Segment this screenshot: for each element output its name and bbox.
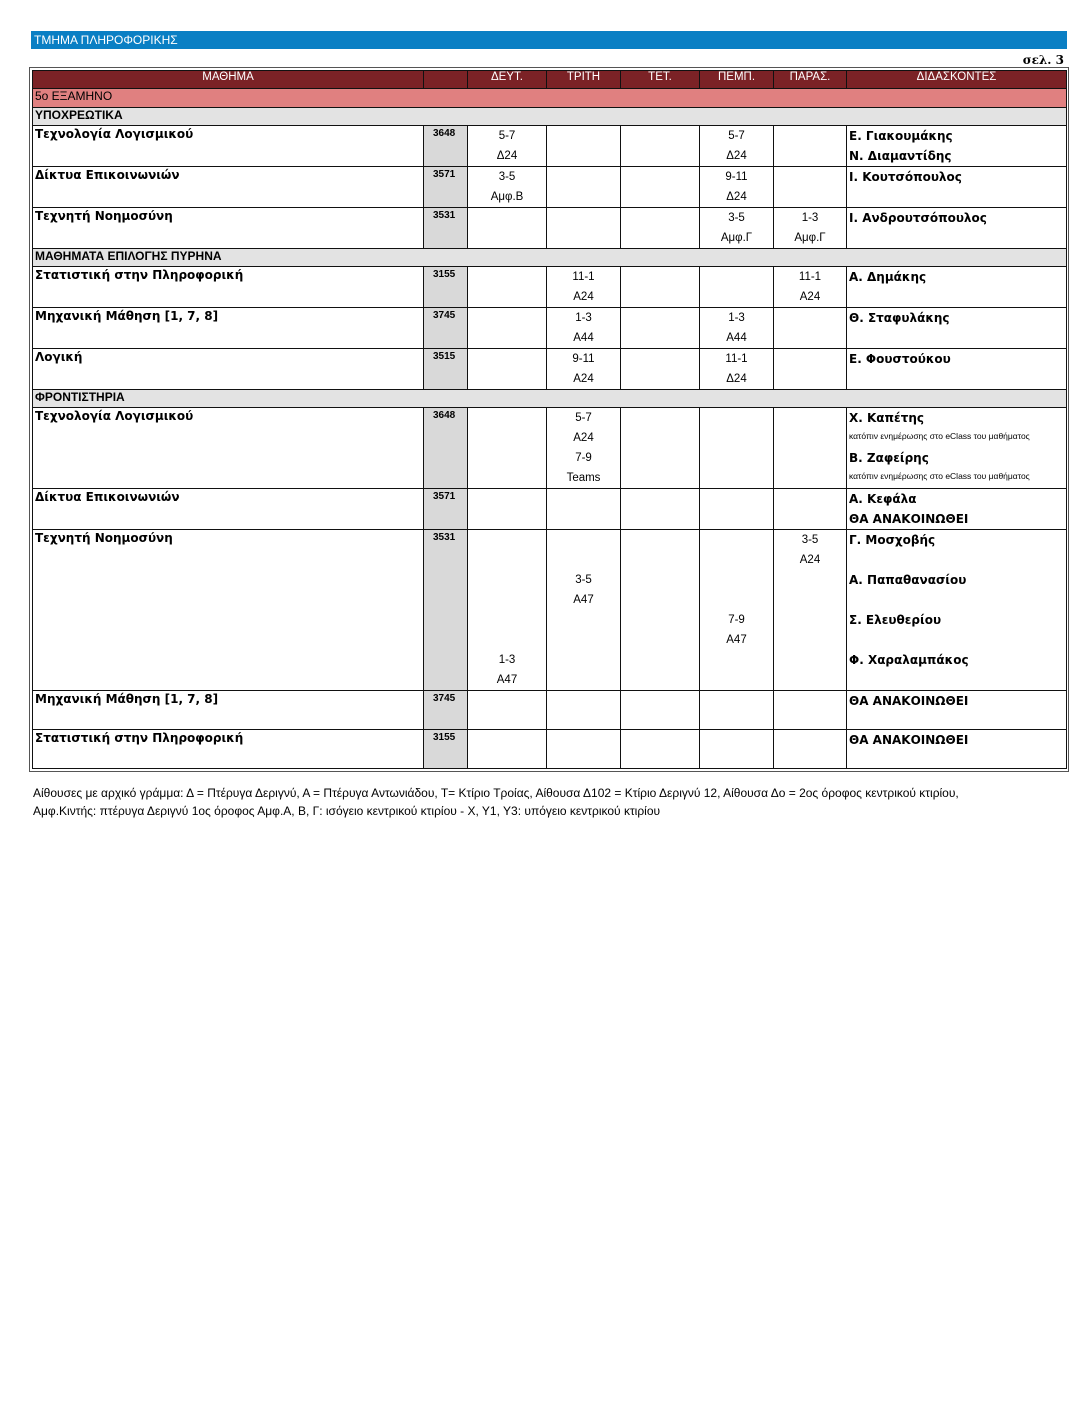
- slot-line: 7-9: [728, 614, 745, 626]
- slot-tue: [547, 167, 621, 208]
- table-row: [33, 530, 1067, 691]
- slot-mon: [468, 308, 547, 349]
- instructors: [847, 408, 1067, 489]
- slot-line: [700, 590, 773, 610]
- slot-thu: [700, 489, 774, 530]
- slot-tue: [547, 349, 621, 390]
- slot-thu: [700, 730, 774, 769]
- course-code: 3531: [424, 530, 468, 691]
- course-code: 3155: [424, 267, 468, 308]
- slot-tue: [547, 126, 621, 167]
- slot-line: 9-11: [572, 353, 595, 365]
- slot-line: [700, 530, 773, 550]
- instructor-name: Γ. Μοσχοβής: [849, 533, 936, 547]
- slot-wed: [621, 308, 700, 349]
- course-code: 3571: [424, 489, 468, 530]
- instructor-name: Β. Ζαφείρης: [849, 451, 929, 465]
- slot-line: 11-1: [798, 271, 822, 283]
- instructor-name: Θ. Σταφυλάκης: [849, 311, 950, 325]
- course-name: Στατιστική στην Πληροφορική: [33, 730, 424, 769]
- slot-line: 1-3: [728, 312, 745, 324]
- slot-line: Δ24: [726, 191, 747, 203]
- slot-line: [700, 570, 773, 590]
- slot-wed: [621, 691, 700, 730]
- schedule-table: [32, 70, 1067, 769]
- course-code: 3515: [424, 349, 468, 390]
- slot-tue: [547, 308, 621, 349]
- slot-fri: [774, 308, 847, 349]
- slot-mon: [468, 167, 547, 208]
- table-row: [33, 208, 1067, 249]
- instructor-note: κατόπιν ενημέρωσης στο eClass του μαθήματος: [849, 471, 1030, 481]
- column-header: ΔΕΥΤ.: [468, 71, 547, 89]
- instructors: [847, 126, 1067, 167]
- table-row: [33, 730, 1067, 769]
- table-row: [33, 126, 1067, 167]
- slot-line: Αμφ.Γ: [794, 232, 826, 244]
- course-code: 3155: [424, 730, 468, 769]
- slot-fri: [774, 267, 847, 308]
- page-number: σελ. 3: [1022, 53, 1064, 67]
- instructor-name: Ν. Διαμαντίδης: [849, 149, 952, 163]
- slot-line: Αμφ.Γ: [720, 232, 753, 244]
- course-name: Δίκτυα Επικοινωνιών: [33, 167, 424, 208]
- slot-line: 1-3: [498, 654, 516, 666]
- slot-wed: [621, 408, 700, 489]
- instructor-name: [849, 630, 1066, 650]
- slot-line: 11-1: [572, 271, 595, 283]
- instructor-name: Φ. Χαραλαμπάκος: [849, 653, 969, 667]
- slot-thu: [700, 691, 774, 730]
- instructors: [847, 489, 1067, 530]
- slot-tue: [547, 530, 621, 691]
- slot-mon: [468, 691, 547, 730]
- course-name: Λογική: [33, 349, 424, 390]
- instructor-name: [849, 590, 1066, 610]
- slot-line: Α47: [726, 634, 747, 646]
- slot-mon: [468, 208, 547, 249]
- instructors: [847, 308, 1067, 349]
- slot-line: 5-7: [575, 412, 592, 424]
- slot-thu: [700, 167, 774, 208]
- slot-tue: [547, 489, 621, 530]
- slot-line: 1-3: [801, 212, 819, 224]
- column-header: ΠΕΜΠ.: [700, 71, 774, 89]
- course-code: 3571: [424, 167, 468, 208]
- slot-line: 5-7: [498, 130, 516, 142]
- course-name: Τεχνολογία Λογισμικού: [33, 408, 424, 489]
- slot-fri: [774, 691, 847, 730]
- column-header: ΤΡΙΤΗ: [547, 71, 621, 89]
- slot-fri: [774, 349, 847, 390]
- column-header: ΔΙΔΑΣΚΟΝΤΕΣ: [847, 71, 1067, 89]
- instructor-name: Ι. Ανδρουτσόπουλος: [849, 211, 987, 225]
- slot-line: 3-5: [728, 212, 745, 224]
- slot-mon: [468, 267, 547, 308]
- department-banner: ΤΜΗΜΑ ΠΛΗΡΟΦΟΡΙΚΗΣ: [31, 31, 1067, 49]
- semester-label: 5ο ΕΞΑΜΗΝΟ: [33, 89, 1067, 108]
- course-code: 3745: [424, 691, 468, 730]
- slot-fri: [774, 167, 847, 208]
- slot-line: 11-1: [725, 353, 748, 365]
- slot-fri: [774, 126, 847, 167]
- instructors: [847, 691, 1067, 730]
- schedule-table-frame: [29, 67, 1069, 772]
- slot-mon: [468, 408, 547, 489]
- slot-line: Teams: [566, 472, 601, 484]
- slot-line: Α44: [726, 332, 747, 344]
- slot-fri: [774, 208, 847, 249]
- table-row: [33, 349, 1067, 390]
- slot-tue: [547, 408, 621, 489]
- section-row: [33, 108, 1067, 126]
- slot-wed: [621, 530, 700, 691]
- slot-tue: [547, 267, 621, 308]
- slot-line: 9-11: [725, 171, 748, 183]
- slot-wed: [621, 208, 700, 249]
- instructor-name: Α. Παπαθανασίου: [849, 573, 967, 587]
- slot-line: Δ24: [726, 373, 747, 385]
- slot-line: 3-5: [575, 574, 592, 586]
- instructor-name: Σ. Ελευθερίου: [849, 613, 942, 627]
- instructor-name: Α. Κεφάλα: [849, 492, 917, 506]
- slot-line: Α24: [573, 291, 594, 303]
- course-code: 3745: [424, 308, 468, 349]
- slot-tue: [547, 208, 621, 249]
- slot-line: [700, 550, 773, 570]
- column-header: ΠΑΡΑΣ.: [774, 71, 847, 89]
- slot-wed: [621, 126, 700, 167]
- instructor-name: ΘΑ ΑΝΑΚΟΙΝΩΘΕΙ: [849, 694, 969, 708]
- slot-line: Α24: [573, 432, 594, 444]
- course-name: Στατιστική στην Πληροφορική: [33, 267, 424, 308]
- slot-line: 3-5: [498, 171, 516, 183]
- slot-mon: [468, 489, 547, 530]
- slot-thu: [700, 530, 774, 691]
- slot-line: Α24: [799, 554, 821, 566]
- column-header: [424, 71, 468, 89]
- section-title: ΥΠΟΧΡΕΩΤΙΚΑ: [33, 108, 1067, 126]
- course-code: 3531: [424, 208, 468, 249]
- slot-wed: [621, 349, 700, 390]
- column-header: ΤΕΤ.: [621, 71, 700, 89]
- slot-wed: [621, 267, 700, 308]
- slot-fri: [774, 730, 847, 769]
- instructor-name: Ε. Φουστούκου: [849, 352, 951, 366]
- slot-line: [468, 610, 546, 630]
- slot-fri: [774, 530, 847, 691]
- slot-thu: [700, 208, 774, 249]
- instructor-name: Ε. Γιακουμάκης: [849, 129, 953, 143]
- slot-thu: [700, 267, 774, 308]
- instructors: [847, 349, 1067, 390]
- slot-line: [468, 550, 546, 570]
- instructor-name: Ι. Κουτσόπουλος: [849, 170, 962, 184]
- slot-fri: [774, 489, 847, 530]
- section-row: [33, 390, 1067, 408]
- slot-tue: [547, 691, 621, 730]
- table-row: [33, 691, 1067, 730]
- column-header: ΜΑΘΗΜΑ: [33, 71, 424, 89]
- instructor-note: κατόπιν ενημέρωσης στο eClass του μαθήματος: [849, 431, 1030, 441]
- course-name: Τεχνολογία Λογισμικού: [33, 126, 424, 167]
- course-code: 3648: [424, 408, 468, 489]
- instructors: [847, 267, 1067, 308]
- slot-line: [468, 630, 546, 650]
- footnote-line: Αίθουσες με αρχικό γράμμα: Δ = Πτέρυγα Δεριγνύ, Α = Πτέρυγα Αντωνιάδου, Τ= Κτίριο Τροίας, Αίθουσα Δ102 = Κτίριο Δεριγνύ 12, Αίθουσα Δο = 2ος όροφος κεντρικού κτιρίου,: [33, 786, 959, 800]
- slot-thu: [700, 126, 774, 167]
- semester-row: [33, 89, 1067, 108]
- instructor-name: ΘΑ ΑΝΑΚΟΙΝΩΘΕΙ: [849, 733, 969, 747]
- instructor-name: [849, 550, 1066, 570]
- slot-tue: [547, 730, 621, 769]
- table-row: [33, 408, 1067, 489]
- instructors: [847, 730, 1067, 769]
- instructor-name: Α. Δημάκης: [849, 270, 927, 284]
- slot-wed: [621, 489, 700, 530]
- slot-thu: [700, 408, 774, 489]
- table-row: [33, 167, 1067, 208]
- slot-mon: [468, 126, 547, 167]
- slot-line: [468, 570, 546, 590]
- header-row: [33, 71, 1067, 89]
- course-code: 3648: [424, 126, 468, 167]
- schedule-body: [33, 89, 1067, 769]
- slot-line: Δ24: [726, 150, 747, 162]
- slot-wed: [621, 730, 700, 769]
- instructors: [847, 208, 1067, 249]
- slot-line: Α47: [496, 674, 518, 686]
- course-name: Μηχανική Μάθηση [1, 7, 8]: [33, 308, 424, 349]
- slot-thu: [700, 308, 774, 349]
- slot-line: Δ24: [496, 150, 518, 162]
- section-title: ΦΡΟΝΤΙΣΤΗΡΙΑ: [33, 390, 1067, 408]
- slot-mon: [468, 730, 547, 769]
- course-name: Τεχνητή Νοημοσύνη: [33, 530, 424, 691]
- slot-wed: [621, 167, 700, 208]
- slot-line: 5-7: [728, 130, 745, 142]
- slot-line: Α24: [573, 373, 594, 385]
- table-row: [33, 489, 1067, 530]
- slot-line: 3-5: [801, 534, 819, 546]
- slot-mon: [468, 530, 547, 691]
- slot-line: [547, 550, 620, 570]
- section-title: ΜΑΘΗΜΑΤΑ ΕΠΙΛΟΓΗΣ ΠΥΡΗΝΑ: [33, 249, 1067, 267]
- footnote: [33, 784, 1033, 820]
- slot-line: Αμφ.Β: [490, 191, 524, 203]
- slot-line: 7-9: [575, 452, 592, 464]
- instructors: [847, 167, 1067, 208]
- slot-line: Α44: [573, 332, 594, 344]
- slot-thu: [700, 349, 774, 390]
- slot-line: [468, 590, 546, 610]
- section-row: [33, 249, 1067, 267]
- slot-line: [547, 530, 620, 550]
- slot-line: [468, 530, 546, 550]
- table-row: [33, 267, 1067, 308]
- footnote-line: Αμφ.Κιντής: πτέρυγα Δεριγνύ 1ος όροφος Αμφ.Α, Β, Γ: ισόγειο κεντρικού κτιρίου - Χ, Υ1, Υ3: υπόγειο κεντρικού κτιρίου: [33, 804, 661, 818]
- slot-mon: [468, 349, 547, 390]
- slot-fri: [774, 408, 847, 489]
- instructor-name: ΘΑ ΑΝΑΚΟΙΝΩΘΕΙ: [849, 512, 969, 526]
- course-name: Μηχανική Μάθηση [1, 7, 8]: [33, 691, 424, 730]
- slot-line: Α47: [573, 594, 594, 606]
- slot-line: Α24: [799, 291, 821, 303]
- slot-line: 1-3: [575, 312, 592, 324]
- table-row: [33, 308, 1067, 349]
- instructor-name: Χ. Καπέτης: [849, 411, 925, 425]
- instructors: [847, 530, 1067, 691]
- course-name: Δίκτυα Επικοινωνιών: [33, 489, 424, 530]
- course-name: Τεχνητή Νοημοσύνη: [33, 208, 424, 249]
